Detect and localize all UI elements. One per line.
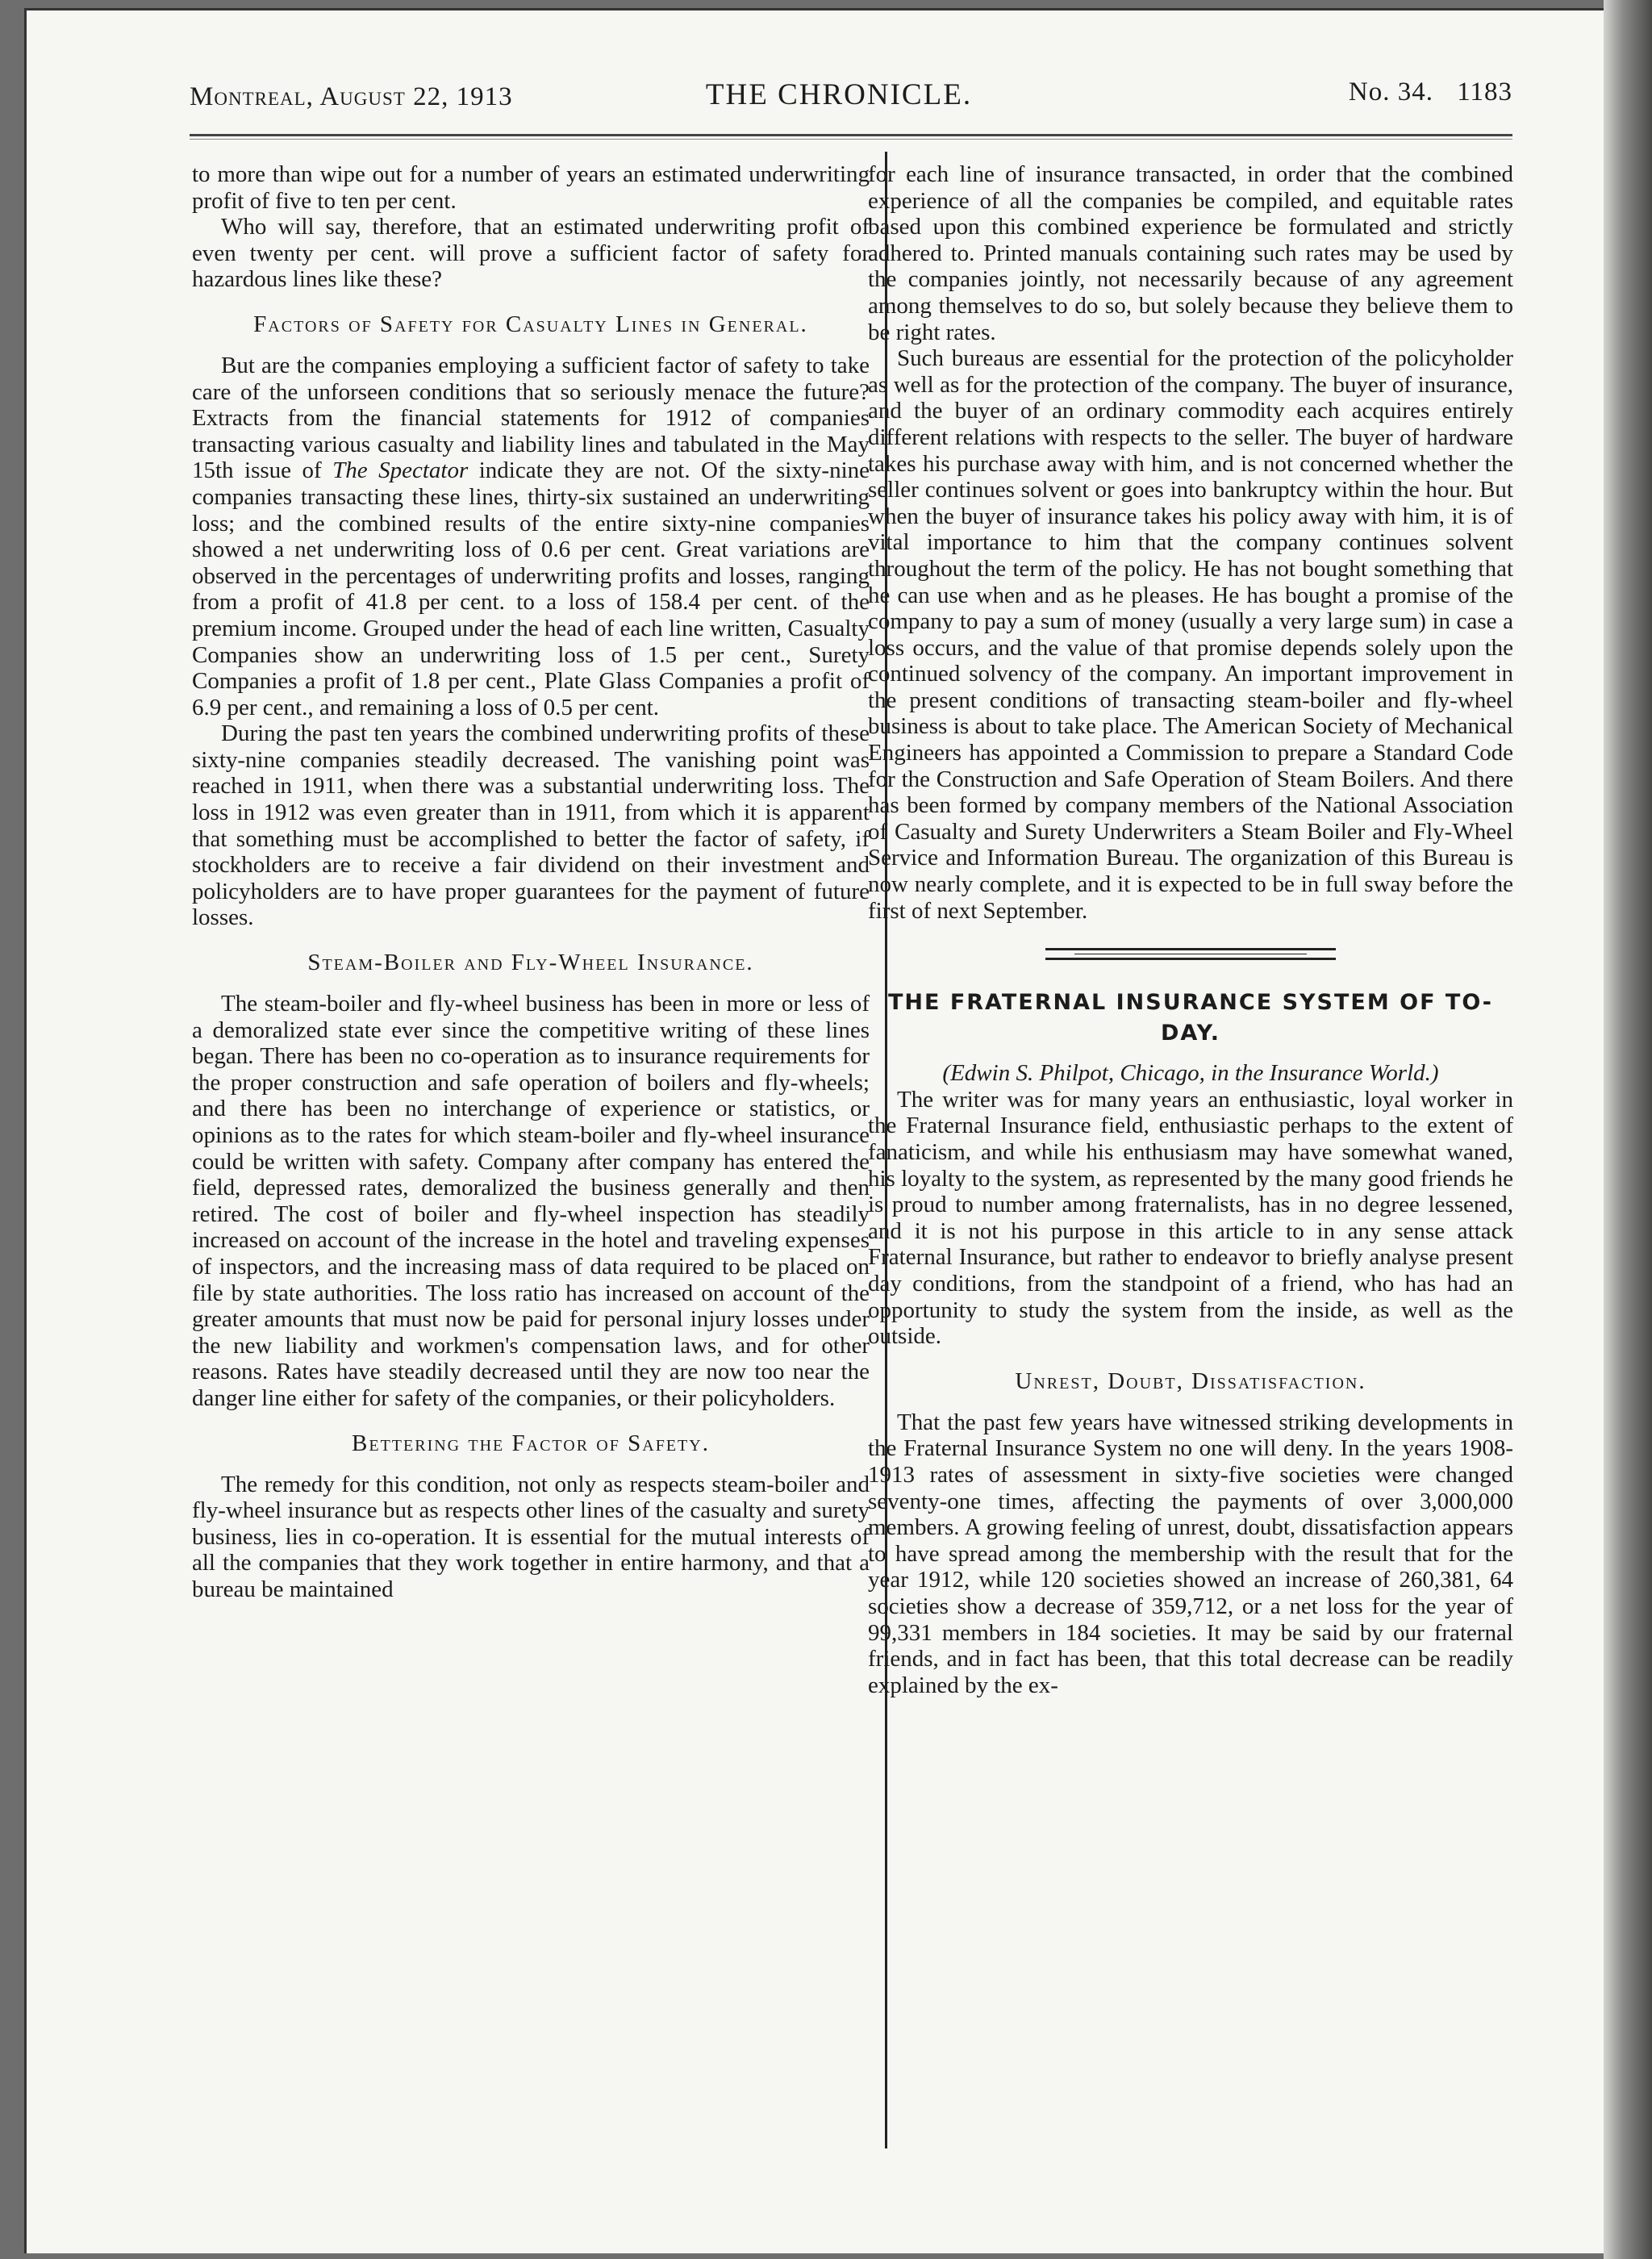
article-byline: (Edwin S. Philpot, Chicago, in the Insurance World.): [942, 1060, 1439, 1087]
section-heading-unrest: Unrest, Doubt, Dissatisfaction.: [1015, 1368, 1366, 1394]
section-heading-factors-of-safety: Factors of Safety for Casualty Lines in General.: [253, 311, 808, 337]
article-title: THE FRATERNAL INSURANCE SYSTEM OF TO-DAY.: [887, 990, 1494, 1046]
paragraph: for each line of insurance transacted, in order that the combined experience of all the companies be compiled, and equitable rates based upon this combined experience be formulated and strictly adhered to. Printed manuals containing such rates may be used by the companies jointly, not necessarily because of any agreement among themselves to do so, but solely because they believe them to be right rates.: [868, 161, 1513, 345]
header-issue-page: [1333, 77, 1512, 107]
paragraph: to more than wipe out for a number of years an estimated underwriting profit of five to ten per cent.: [192, 161, 870, 214]
paragraph: The steam-boiler and fly-wheel business has been in more or less of a demoralized state ever since the competitive writing of these lines began. There has been no co-operation as to insurance requirements for the proper construction and safe operation of boilers and fly-wheels; and there has been no interchange of experience or statistics, or opinions as to the rates for which steam-boiler and fly-wheel insurance could be written with safety. Company after company has entered the field, depressed rates, demoralized the business generally and then retired. The cost of boiler and fly-wheel inspection has steadily increased on account of the increase in the hotel and traveling expenses of inspectors, and the increasing mass of data required to be placed on file by state authorities. The loss ratio has increased on account of the greater amounts that must now be paid for personal injury losses under the new liability and workmen's compensation laws, and for other reasons. Rates have steadily decreased until they are now too near the danger line either for safety of the companies, or their policyholders.: [192, 991, 870, 1411]
paragraph: Who will say, therefore, that an estimated underwriting profit of even twenty per cent. will prove a sufficient factor of safety for hazardous lines like these?: [192, 214, 870, 293]
book-spine-edge: [1604, 0, 1652, 2259]
header-place-date: Montreal, August 22, 1913: [190, 82, 513, 111]
paragraph: The writer was for many years an enthusiastic, loyal worker in the Fraternal Insurance field, enthusiastic perhaps to the extent of fanaticism, and while his enthusiasm may have somewhat waned, his loyalty to the system, as represented by the many good friends he is proud to number among fraternalists, has in no degree lessened, and it is not his purpose in this article to in any sense attack Fraternal Insurance, but rather to endeavor to briefly analyse present day conditions, from the standpoint of a friend, who has had an opportunity to study the system from the inside, as well as the outside.: [868, 1086, 1513, 1350]
publication-name: The Spectator: [332, 457, 469, 484]
paragraph: During the past ten years the combined underwriting profits of these sixty-nine companies steadily decreased. The vanishing point was reached in 1911, when there was a substantial underwriting loss. The loss in 1912 was even greater than in 1911, from which it is apparent that something must be accomplished to better the factor of safety, if stockholders are to receive a fair dividend on their investment and policyholders are to have proper guarantees for the payment of future losses.: [192, 720, 870, 931]
header-page-number: 1183: [1457, 77, 1512, 106]
left-column: [192, 161, 870, 1603]
paragraph: That the past few years have witnessed striking developments in the Fraternal Insurance System no one will deny. In the years 1908-1913 rates of assessment in sixty-five societies were changed seventy-one times, affecting the payments of over 3,000,000 members. A growing feeling of unrest, doubt, dissatisfaction appears to have spread among the membership with the result that for the year 1912, while 120 societies showed an increase of 260,381, 64 societies show a decrease of 359,712, or a net loss for the year of 99,331 members in 184 societies. It may be said by our fraternal friends, and in fact has been, that this total decrease can be readily explained by the ex-: [868, 1409, 1513, 1698]
section-separator-rule: [1045, 948, 1336, 960]
paragraph: Such bureaus are essential for the protection of the policyholder as well as for the protection of the company. The buyer of insurance, and the buyer of an ordinary commodity each acquires entirely different relations with respects to the seller. The buyer of hardware takes his purchase away with him, and is not concerned whether the seller continues solvent or goes into bankruptcy within the hour. But when the buyer of insurance takes his policy away with him, it is of vital importance to him that the company continues solvent throughout the term of the policy. He has not bought something that he can use when and as he pleases. He has bought a promise of the company to pay a sum of money (usually a very large sum) in case a loss occurs, and the value of that promise depends solely upon the continued solvency of the company. An important improvement in the present conditions of transacting steam-boiler and fly-wheel business is about to take place. The American Society of Mechanical Engineers has appointed a Commission to prepare a Standard Code for the Construction and Safe Operation of Steam Boilers. And there has been formed by company members of the National Association of Casualty and Surety Underwriters a Steam Boiler and Fly-Wheel Service and Information Bureau. The organization of this Bureau is now nearly complete, and it is expected to be in full sway before the first of next September.: [868, 345, 1513, 924]
header-publication-title: THE CHRONICLE.: [705, 78, 973, 111]
header-issue-number: No. 34.: [1348, 77, 1433, 106]
paragraph: [192, 353, 870, 720]
section-heading-steam-boiler: Steam-Boiler and Fly-Wheel Insurance.: [307, 950, 754, 976]
header-rule: [190, 134, 1512, 140]
paragraph-text: But are the companies employing a sufficient factor of safety to take care of the unforseen conditions that so seriously menace the future? Extracts from the financial statements for 1912 of companies transacting various casualty and liability lines and tabulated in the May 15th issue of: [192, 352, 870, 484]
right-column: [868, 161, 1513, 1698]
paragraph: The remedy for this condition, not only as respects steam-boiler and fly-wheel insurance but as respects other lines of the casualty and surety business, lies in co-operation. It is essential for the mutual interests of all the companies that they work together in entire harmony, and that a bureau be maintained: [192, 1471, 870, 1602]
running-header: [165, 73, 1512, 121]
paragraph-text: indicate they are not. Of the sixty-nine companies transacting these lines, thirty-six sustained an underwriting loss; and the combined results of the entire sixty-nine companies showed a net underwriting loss of 0.6 per cent. Great variations are observed in the percentages of underwriting profits and losses, ranging from a profit of 41.8 per cent. to a loss of 158.4 per cent. of the premium income. Grouped under the head of each line written, Casualty Companies show an underwriting loss of 1.5 per cent., Surety Companies a profit of 1.8 per cent., Plate Glass Companies a profit of 6.9 per cent., and remaining a loss of 0.5 per cent.: [192, 457, 870, 720]
section-heading-bettering-factor: Bettering the Factor of Safety.: [352, 1430, 710, 1456]
